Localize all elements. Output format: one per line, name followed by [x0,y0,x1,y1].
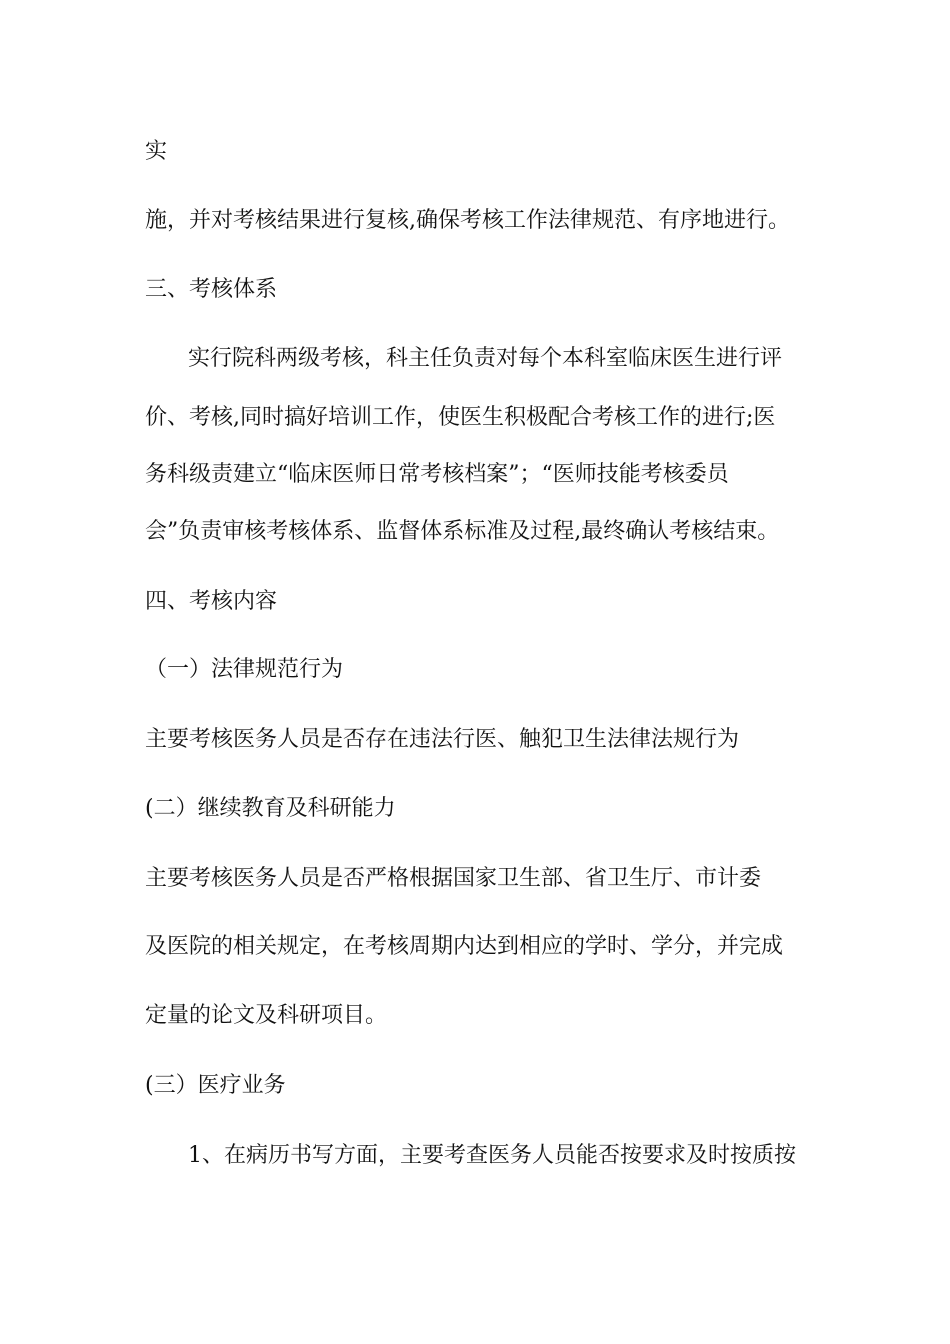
subheading-medical-business: (三）医疗业务 [145,1073,286,1098]
section-heading-assessment-content: 四、考核内容 [145,589,278,614]
paragraph-line-1: 实行院科两级考核，科主任负责对每个本科室临床医生进行评 [188,346,783,371]
paragraph-line-4: 会”负责审核考核体系、监督体系标准及过程,最终确认考核结束。 [145,519,780,544]
education-text-line-3: 定量的论文及科研项目。 [145,1003,388,1028]
text-line-review: 施，并对考核结果进行复核,确保考核工作法律规范、有序地进行。 [145,208,790,233]
paragraph-line-2: 价、考核,同时搞好培训工作，使医生积极配合考核工作的进行;医 [145,405,776,430]
education-text-line-1: 主要考核医务人员是否严格根据国家卫生部、省卫生厅、市计委 [145,866,762,891]
subheading-legal-behavior: （一）法律规范行为 [145,657,344,682]
medical-record-text: 1、在病历书写方面，主要考查医务人员能否按要求及时按质按 [188,1143,796,1168]
paragraph-line-3: 务科级责建立“临床医师日常考核档案”；“医师技能考核委员 [145,462,729,487]
legal-behavior-text: 主要考核医务人员是否存在违法行医、触犯卫生法律法规行为 [145,727,740,752]
section-heading-assessment-system: 三、考核体系 [145,277,278,302]
text-line-continuation: 实 [145,139,168,164]
subheading-education-research: (二）继续教育及科研能力 [145,796,396,821]
education-text-line-2: 及医院的相关规定，在考核周期内达到相应的学时、学分，并完成 [145,934,784,959]
